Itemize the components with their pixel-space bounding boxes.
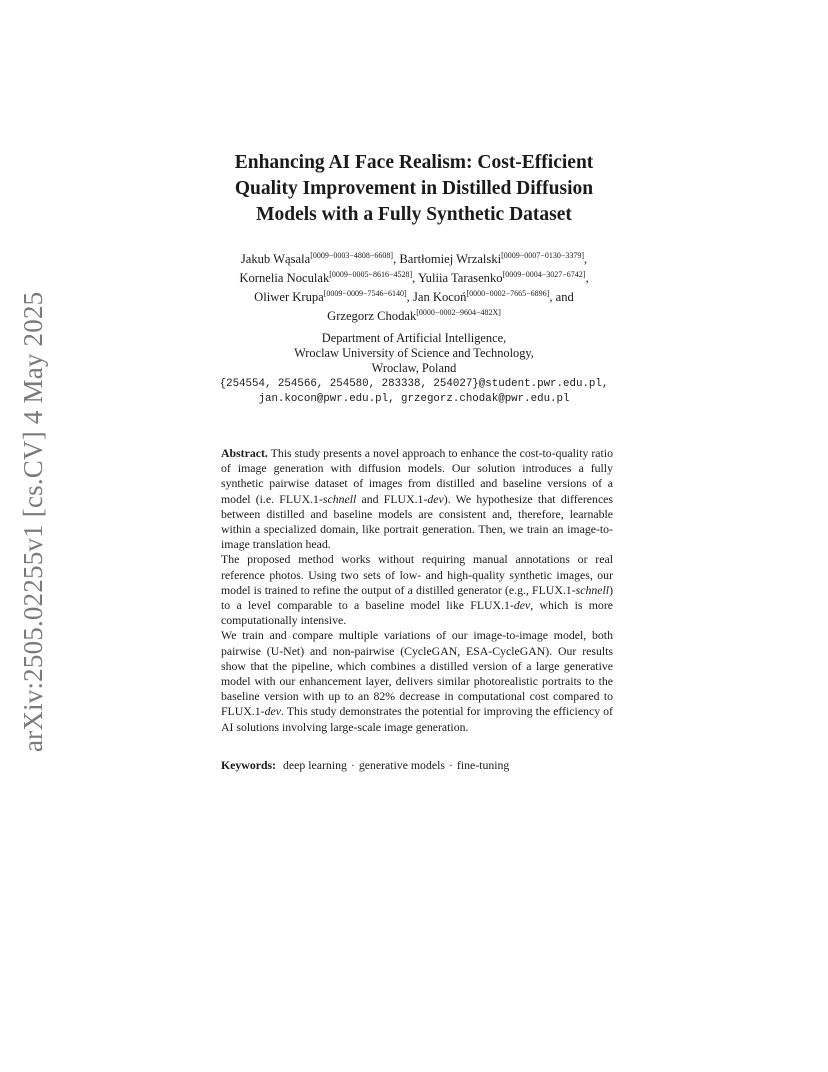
affiliation bbox=[150, 331, 678, 407]
abstract-italic: dev bbox=[513, 598, 531, 613]
author-name: Grzegorz Chodak bbox=[327, 309, 417, 323]
abstract-italic: dev bbox=[264, 704, 281, 719]
affiliation-department: Department of Artificial Intelligence, bbox=[321, 331, 507, 345]
author-orcid: [0009−0003−4808−6608] bbox=[310, 251, 394, 260]
author-separator: , bbox=[585, 271, 589, 285]
abstract-text: ) to a level comparable to a baseline model like FLUX.1- bbox=[221, 582, 613, 613]
title-line: Models with a Fully Synthetic Dataset bbox=[256, 204, 572, 225]
abstract-label: Abstract. bbox=[221, 446, 268, 460]
paper-title bbox=[170, 150, 658, 228]
author-name: Yuliia Tarasenko bbox=[417, 271, 503, 285]
abstract-paragraph bbox=[221, 446, 613, 552]
keyword: fine-tuning bbox=[456, 758, 510, 772]
abstract-paragraph bbox=[221, 552, 613, 628]
author-separator: , bbox=[584, 252, 588, 266]
author-orcid: [0009−0007−0130−3379] bbox=[501, 251, 584, 260]
author-name: Oliwer Krupa bbox=[254, 290, 324, 304]
keywords bbox=[221, 758, 613, 773]
arxiv-identifier: arXiv:2505.02255v1 [cs.CV] 4 May 2025 bbox=[18, 291, 48, 752]
abstract-text: This study presents a novel approach to enhance the cost-to-quality ratio of image generation with diffusion models. Our solution introduces a fully synthetic pairwise dataset of images from distilled and baseline versions of a model (i.e. FLUX.1- bbox=[221, 446, 613, 506]
author-name: Jan Kocoń bbox=[412, 290, 467, 304]
abstract bbox=[221, 446, 613, 735]
author-name: Jakub Wąsala bbox=[240, 252, 311, 266]
keyword-separator: · bbox=[350, 758, 355, 772]
author-emails: {254554, 254566, 254580, 283338, 254027}@student.pwr.edu.pl, bbox=[219, 377, 609, 390]
author-emails: jan.kocon@pwr.edu.pl, grzegorz.chodak@pwr.edu.pl bbox=[258, 392, 570, 405]
abstract-text: . This study demonstrates the potential for improving the efficiency of AI solutions involving large-scale image generation. bbox=[221, 704, 613, 734]
affiliation-university: Wroclaw University of Science and Technology, bbox=[294, 346, 534, 361]
author-list bbox=[150, 250, 678, 326]
author-separator: , and bbox=[549, 290, 574, 304]
abstract-text: The proposed method works without requiring manual annotations or real reference photos. Using two sets of low- and high-quality synthetic images, our model is trained to refine the output of a distilled generator (e.g., FLUX.1- bbox=[221, 552, 613, 597]
author-orcid: [0009−0004−3027−6742] bbox=[502, 270, 586, 279]
author-separator: , bbox=[406, 290, 410, 304]
author-orcid: [0000−0002−7665−6896] bbox=[466, 289, 550, 298]
abstract-italic: schnell bbox=[575, 582, 610, 597]
keywords-label: Keywords: bbox=[221, 758, 277, 772]
abstract-text: ). We hypothesize that differences between distilled and baseline models are consistent and, therefore, learnable within a specialized domain, like portrait generation. Then, we train an image-to-image translation head. bbox=[221, 491, 614, 552]
abstract-paragraph bbox=[221, 628, 613, 734]
author-orcid: [0000−0002−9604−482X] bbox=[416, 308, 501, 317]
title-line: Enhancing AI Face Realism: Cost-Efficient bbox=[234, 152, 594, 173]
keyword: deep learning bbox=[283, 758, 347, 772]
abstract-text: , which is more computationally intensive. bbox=[221, 598, 613, 628]
title-line: Quality Improvement in Distilled Diffusion bbox=[234, 178, 594, 199]
abstract-italic: schnell bbox=[322, 491, 357, 506]
affiliation-location: Wroclaw, Poland bbox=[371, 361, 457, 376]
keyword: generative models bbox=[358, 758, 445, 772]
abstract-text: and FLUX.1- bbox=[356, 491, 428, 506]
author-separator: , bbox=[393, 252, 397, 266]
author-separator: , bbox=[412, 271, 416, 285]
author-name: Kornelia Noculak bbox=[239, 271, 330, 285]
abstract-text: We train and compare multiple variations of our image-to-image model, both pairwise (U-Net) and non-pairwise (CycleGAN, ESA-CycleGAN). Our results show that the pipeline, which combines a distilled version of a large generative model with our enhancement layer, delivers similar photorealistic portraits to the baseline version with up to an 82% decrease in computational cost compared to FLUX.1- bbox=[221, 628, 613, 719]
author-orcid: [0009−0005−8616−4528] bbox=[329, 270, 413, 279]
keyword-separator: · bbox=[448, 758, 453, 772]
abstract-italic: dev bbox=[427, 491, 444, 506]
author-orcid: [0009−0009−7546−6140] bbox=[323, 289, 407, 298]
author-name: Bartłomiej Wrzalski bbox=[399, 252, 502, 266]
